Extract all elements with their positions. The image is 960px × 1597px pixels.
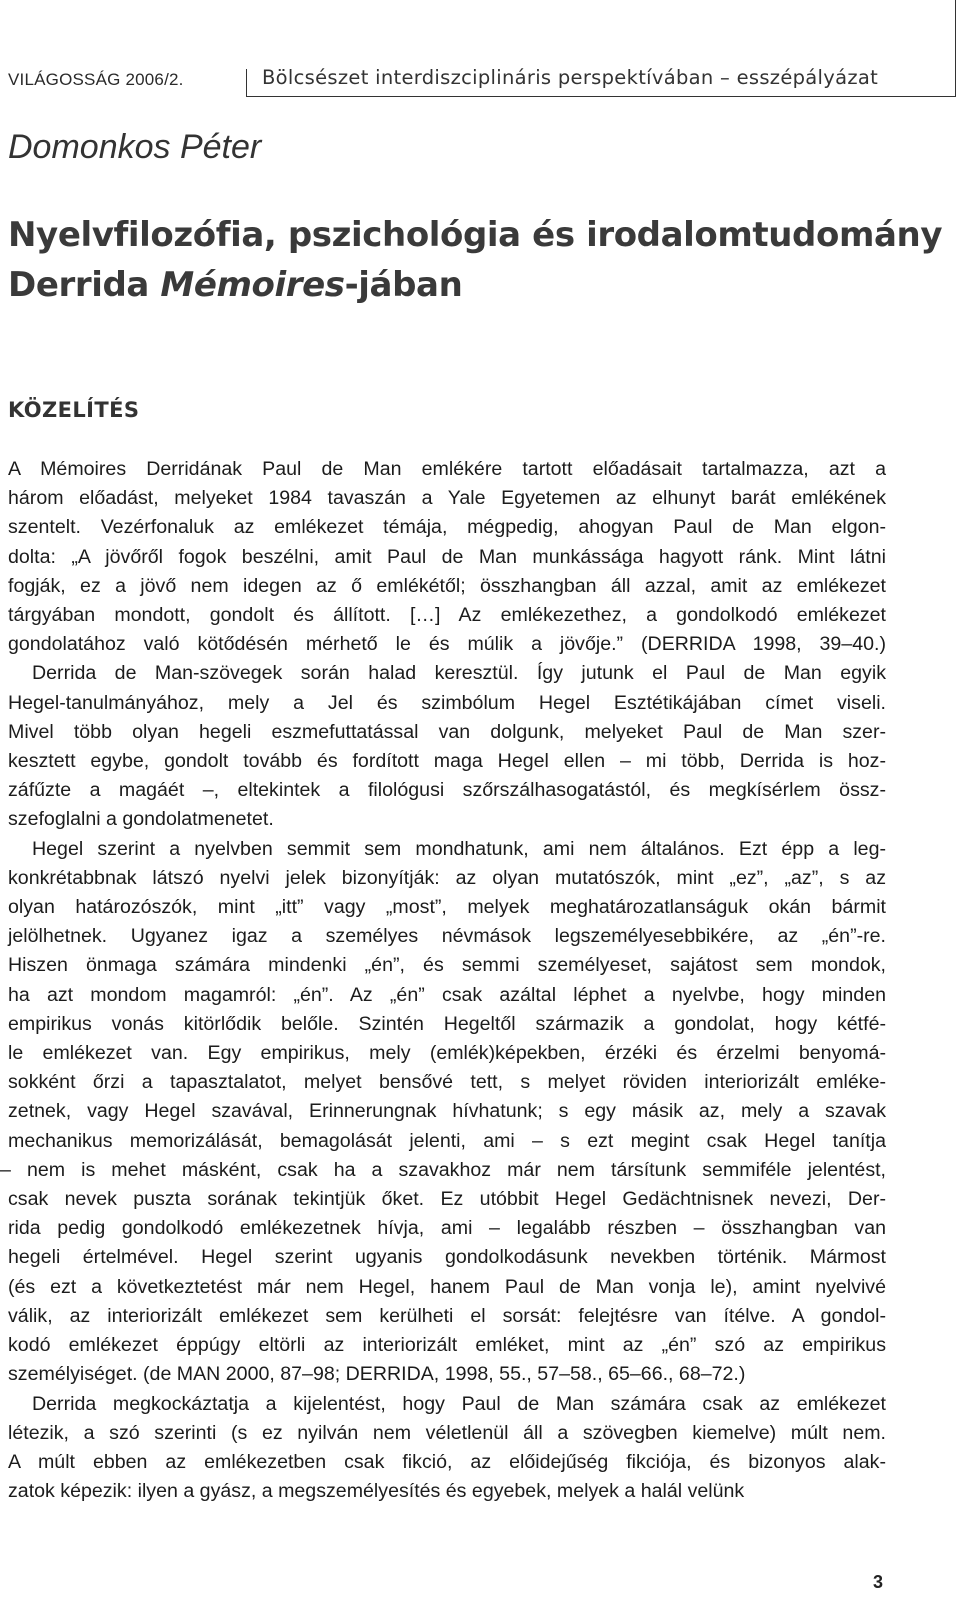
body-line: kodó emlékezet éppúgy eltörli az interiorizált emléket, mint az „én” szó az empirikus — [8, 1334, 886, 1357]
body-line: le emlékezet van. Egy empirikus, mely (emlék)képekben, érzéki és érzelmi benyomá- — [8, 1042, 886, 1065]
title-line-1: Nyelvfilozófia, pszichológia és irodalomtudomány — [8, 215, 943, 255]
body-line: sokként őrzi a tapasztalatot, melyet bensővé tett, s melyet röviden interiorizált emléke- — [8, 1071, 886, 1094]
author-name: Domonkos Péter — [8, 128, 262, 166]
body-line: rida pedig gondolkodó emlékezetnek hívja, ami – legalább részben – összhangban van — [8, 1217, 886, 1240]
body-line: kesztett egybe, gondolt tovább és fordított maga Hegel ellen – mi több, Derrida is hoz- — [8, 750, 886, 773]
body-line: A múlt ebben az emlékezetben csak fikció, az előidejűség fikciója, és bizonyos alak- — [8, 1450, 886, 1473]
series-title: Bölcsészet interdiszciplináris perspektívában – esszépályázat — [262, 66, 879, 89]
body-line: tárgyában mondott, gondolt és állított. […] Az emlékezethez, a gondolkodó emlékezet — [8, 604, 886, 627]
body-line: fogják, ez a jövő nem idegen az ő emlékétől; összhangban áll azzal, amit az emlékezet — [8, 574, 886, 597]
body-line: csak nevek puszta sorának tekintjük őket. Ez utóbbit Hegel Gedächtnisnek nevezi, Der- — [8, 1188, 886, 1211]
body-line: hegeli értelmével. Hegel szerint ugyanis gondolkodásunk nevekben történik. Mármost — [8, 1246, 886, 1269]
page-edge-rule — [955, 0, 956, 97]
body-line: szefoglalni a gondolatmenetet. — [8, 808, 274, 831]
body-line: válik, az interiorizált emlékezet sem kerülheti el sorsát: felejtésre van ítélve. A gondol- — [8, 1304, 886, 1327]
body-line: A Mémoires Derridának Paul de Man emlékére tartott előadásait tartalmazza, azt a — [8, 458, 886, 480]
body-line: zatok képezik: ilyen a gyász, a megszemélyesítés és egyebek, melyek a halál velünk — [8, 1480, 745, 1503]
journal-issue: VILÁGOSSÁG 2006/2. — [8, 70, 184, 89]
body-line: zetnek, vagy Hegel szavával, Erinnerungnak hívhatunk; s egy másik az, mely a szavak — [8, 1100, 886, 1123]
body-line: ha azt mondom magamról: „én”. Az „én” csak azáltal léphet a nyelvbe, hogy minden — [8, 983, 886, 1006]
body-line: Hiszen önmaga számára mindenki „én”, és semmi személyeset, sajátost sem mondok, — [8, 954, 886, 977]
page-number: 3 — [873, 1572, 884, 1592]
body-line: Hegel-tanulmányához, mely a Jel és szimbólum Hegel Esztétikájában címet viseli. — [8, 691, 886, 714]
body-line: szentelt. Vezérfonaluk az emlékezet témája, mégpedig, ahogyan Paul de Man elgon- — [8, 516, 886, 539]
article-body — [0, 455, 886, 1506]
body-line: jelölhetnek. Ugyanez igaz a személyes névmások legszemélyesebbikére, az „én”-re. — [8, 925, 886, 948]
body-line: gondolatához való kötődésén mérhető le és múlik a jövője.” (DERRIDA 1998, 39–40.) — [8, 633, 886, 656]
title-line-2: Derrida Mémoires-jában — [8, 265, 463, 305]
body-line: három előadást, melyeket 1984 tavaszán a Yale Egyetemen az elhunyt barát emlékének — [8, 487, 886, 510]
body-line: olyan határozószók, mint „itt” vagy „most”, melyek meghatározatlanságuk okán bármit — [8, 896, 886, 919]
body-line: Derrida megkockáztatja a kijelentést, hogy Paul de Man számára csak az emlékezet — [32, 1392, 886, 1415]
body-line: empirikus vonás kitörlődik belőle. Szintén Hegeltől származik a gondolat, hogy kétfé- — [8, 1012, 886, 1035]
running-header — [0, 64, 960, 100]
section-heading: KÖZELÍTÉS — [8, 398, 140, 422]
body-line: (és ezt a következtetést már nem Hegel, hanem Paul de Man vonja le), amint nyelvivé — [8, 1275, 886, 1298]
body-line: konkrétabbnak látszó nyelvi jelek bizonyítják: az olyan mutatószók, mint „ez”, „az”, s az — [8, 866, 886, 889]
body-line: létezik, a szó szerinti (s ez nyilván nem véletlenül áll a szövegben kiemelve) múlt nem. — [8, 1421, 886, 1444]
body-line: személyiséget. (de MAN 2000, 87–98; DERRIDA, 1998, 55., 57–58., 65–66., 68–72.) — [8, 1363, 746, 1386]
body-line: Derrida de Man-szövegek során halad keresztül. Így jutunk el Paul de Man egyik — [32, 662, 886, 685]
article-title — [8, 210, 942, 310]
body-line: dolta: „A jövőről fogok beszélni, amit Paul de Man munkássága hagyott ránk. Mint látni — [8, 545, 886, 568]
body-line: záfűzte a magáét –, eltekintek a filológusi szőrszálhasogatástól, és megkísérlem össz- — [8, 779, 886, 802]
body-line: mechanikus memorizálását, bemagolását jelenti, ami – s ezt megint csak Hegel tanítja — [8, 1129, 886, 1152]
header-divider-vertical — [246, 69, 247, 96]
body-line: Hegel szerint a nyelvben semmit sem mondhatunk, ami nem általános. Ezt épp a leg- — [32, 837, 886, 860]
header-rule — [246, 96, 956, 97]
body-line: Mivel több olyan hegeli eszmefuttatással van dolgunk, melyeket Paul de Man szer- — [8, 720, 886, 743]
body-line: – nem is mehet másként, csak ha a szavakhoz már nem társítunk semmiféle jelentést, — [0, 1158, 886, 1181]
